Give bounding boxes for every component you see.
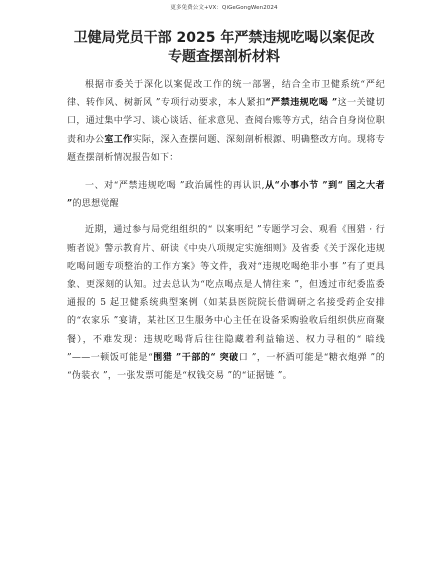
section-heading-1: [67, 177, 385, 213]
intro-paragraph: [67, 76, 385, 167]
intro-bold-office: 室工作: [104, 134, 133, 145]
document-title: [40, 29, 408, 67]
title-line-2: 专题查摆剖析材料: [168, 49, 280, 65]
para2-text-1: 近期，通过参与局党组组织的“ 以案明纪 ”专题学习会、观看《围猎 · 行贿者说》警示教育片、研读《中央八项规定实施细则》及省委《关于深化违规吃喝问题专项整治的工作方案》等文件，我对“违规吃喝绝非小事 ”有了更具象、更深刻的认知。过去总认为“吃点喝点是人情往来 ”，但透过市纪委监委通报的 5 起卫健系统典型案例（如某县医院院长借调研之名接受药企安排的“农家乐 ”宴请，某社区卫生服务中心主任在设备采购验收后组织供应商聚餐），不难发现：违规吃喝背后往往隐藏着利益输送、权力寻租的“ 暗线 ”——一顿饭可能是“: [67, 225, 385, 363]
intro-bold-phrase: “严禁违规吃喝 ”: [265, 98, 338, 109]
intro-text-2: 这一关键切口，通过集中学习、谈心谈话、征求意见、查阅台账等方式，结合自身岗位职责和办公: [67, 98, 385, 145]
para2-bold-phrase: 围猎 ”干部的“ 突破: [153, 352, 239, 363]
document-body: [67, 76, 385, 385]
section-heading-bold: 从“小事小节 ”到“ 国之大者 ”: [67, 181, 385, 210]
section-heading-tail: 的思想觉醒: [72, 199, 119, 210]
intro-text-3: 实际，深入查摆问题、深刻剖析根源、明确整改方向。现将专题查摆剖析情况报告如下：: [67, 134, 385, 163]
section-heading-text: 一、对“严禁违规吃喝 ”政治属性的再认识,: [85, 181, 265, 192]
body-paragraph-2: [67, 221, 385, 385]
header-note: 更多免费公文+VX：QiGeGongWen2024: [170, 5, 278, 11]
intro-text-1: 根据市委关于深化以案促改工作的统一部署，结合全市卫健系统“严纪律、转作风、树新风 ”专项行动要求，本人紧扣: [67, 80, 385, 109]
title-line-1: 卫健局党员干部 2025 年严禁违规吃喝以案促改: [73, 30, 375, 46]
para2-text-2: 口 ”，一杯酒可能是“糖衣炮弹 ”的 “伪装衣 ”，一张发票可能是“权钱交易 ”的“证据链 ”。: [67, 352, 386, 382]
